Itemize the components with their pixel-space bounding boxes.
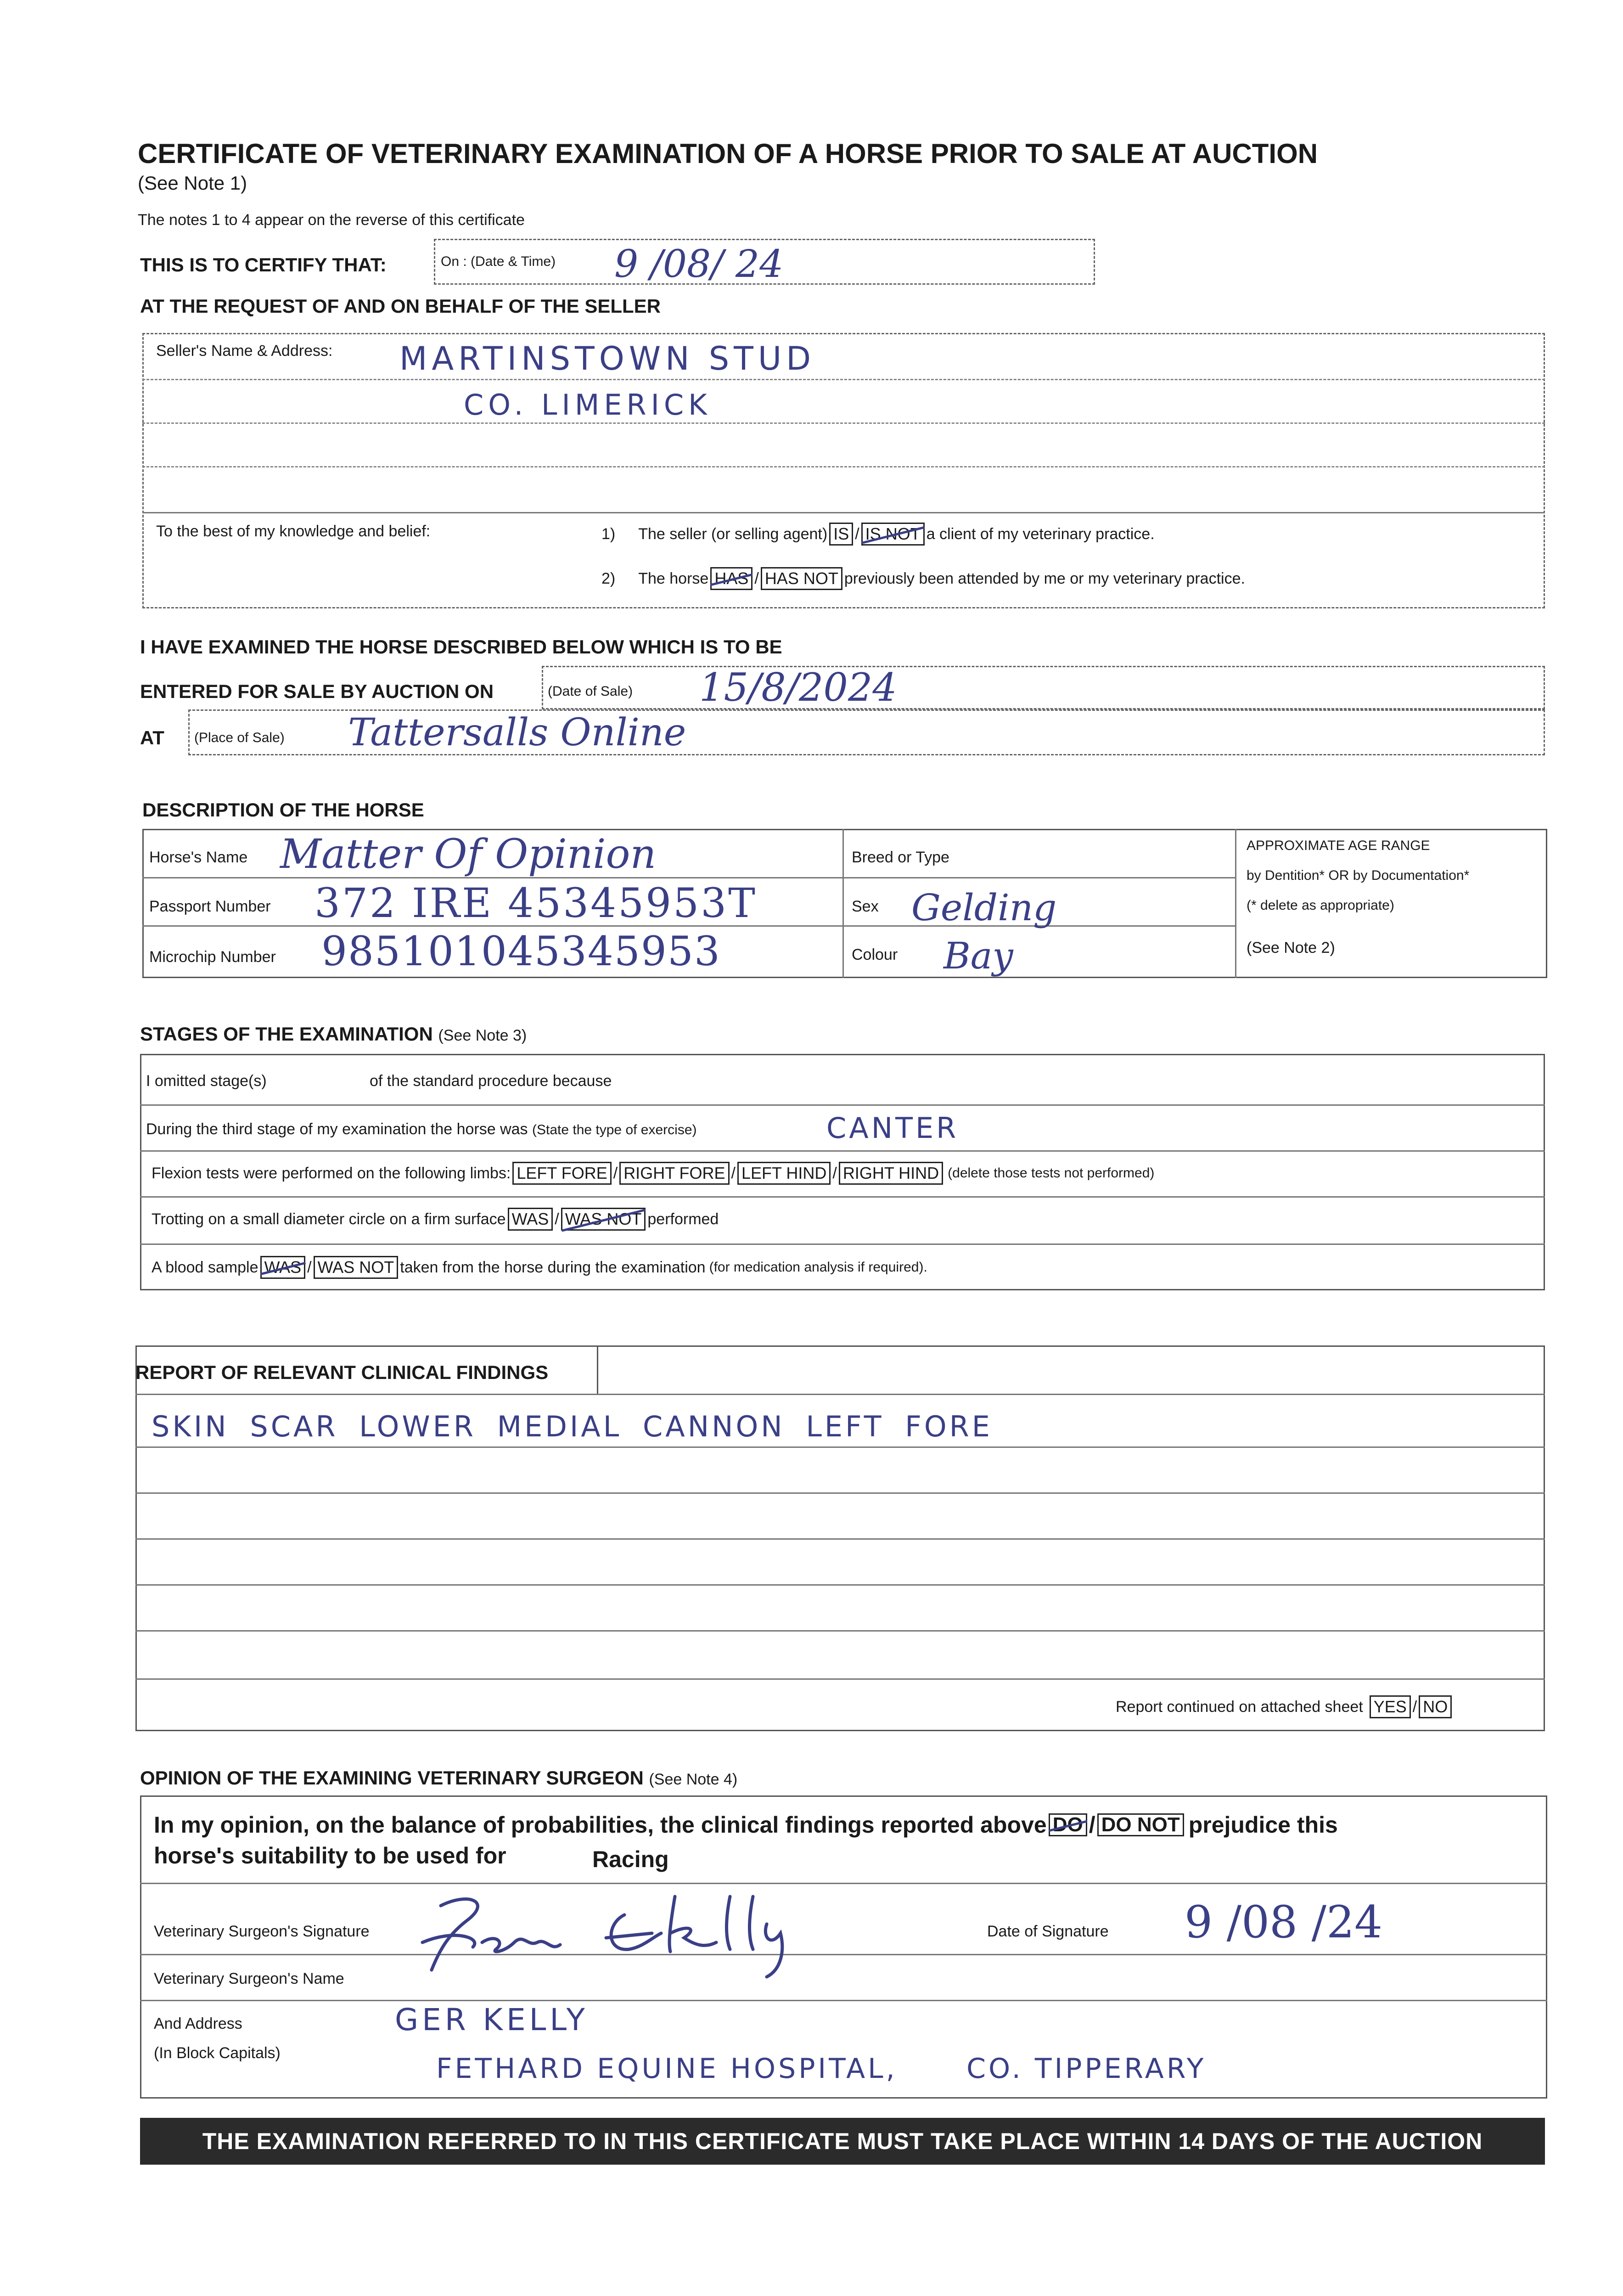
opinion-heading-text: OPINION OF THE EXAMINING VETERINARY SURGEON (140, 1767, 644, 1789)
is-not-option[interactable]: IS NOT (861, 523, 925, 546)
report-continued-label: Report continued on attached sheet (1116, 1698, 1363, 1716)
separator: / (1412, 1698, 1417, 1716)
continued-no-option[interactable]: NO (1419, 1695, 1452, 1718)
date-of-sale-label: (Date of Sale) (548, 684, 633, 699)
date-of-sale-field[interactable] (542, 666, 1545, 709)
blood-text: A blood sample (152, 1258, 258, 1276)
clinical-finding: SKIN SCAR LOWER MEDIAL CANNON LEFT FORE (152, 1410, 993, 1443)
horse-name-label: Horse's Name (149, 849, 248, 866)
right-fore-option[interactable]: RIGHT FORE (619, 1162, 729, 1185)
knowledge-label: To the best of my knowledge and belief: (156, 523, 431, 540)
microchip-value: 985101045345953 (321, 928, 721, 975)
block-capitals-label: (In Block Capitals) (154, 2044, 281, 2062)
passport-value: 372 IRE 45345953T (314, 879, 757, 927)
vet-name-value: GER KELLY (395, 2002, 589, 2037)
see-note-1: (See Note 1) (138, 172, 247, 194)
on-label: On : (Date & Time) (441, 254, 556, 269)
date-time-field[interactable] (434, 239, 1095, 285)
report-header-blank (597, 1345, 1545, 1394)
notes-line: The notes 1 to 4 appear on the reverse of this certificate (138, 211, 525, 229)
trot-was-not-option[interactable]: WAS NOT (561, 1208, 646, 1231)
has-not-option[interactable]: HAS NOT (761, 567, 842, 590)
left-fore-option[interactable]: LEFT FORE (512, 1162, 611, 1185)
do-option[interactable]: DO (1049, 1813, 1087, 1836)
separator: / (832, 1164, 837, 1182)
horse-name-value: Matter Of Opinion (280, 830, 657, 878)
certificate-title: CERTIFICATE OF VETERINARY EXAMINATION OF A HORSE PRIOR TO SALE AT AUCTION (138, 138, 1318, 169)
place-of-sale-value: Tattersalls Online (348, 711, 686, 754)
footer-banner: THE EXAMINATION REFERRED TO IN THIS CERTIFICATE MUST TAKE PLACE WITHIN 14 DAYS OF THE AUCTION (140, 2118, 1545, 2165)
separator: / (307, 1258, 312, 1276)
seller-name: MARTINSTOWN STUD (399, 340, 816, 377)
blood-tail: taken from the horse during the examination (400, 1258, 706, 1276)
on-value: 9 /08/ 24 (614, 242, 784, 286)
vet-signature (413, 1887, 882, 1979)
place-of-sale-label: (Place of Sale) (194, 730, 285, 745)
trotting-text: Trotting on a small diameter circle on a firm surface (152, 1210, 506, 1228)
suitability-label: horse's suitability to be used for (154, 1843, 506, 1868)
examined-heading: I HAVE EXAMINED THE HORSE DESCRIBED BELOW WHICH IS TO BE (140, 636, 782, 658)
date-of-signature-value: 9 /08 /24 (1185, 1896, 1383, 1948)
flexion-note: (delete those tests not performed) (948, 1165, 1155, 1181)
separator: / (555, 1210, 559, 1228)
knowledge-item-1 (601, 523, 1155, 546)
age-title: APPROXIMATE AGE RANGE (1247, 838, 1430, 853)
right-hind-option[interactable]: RIGHT HIND (839, 1162, 943, 1185)
item1-text: The seller (or selling agent) (638, 525, 828, 543)
stages-heading-text: STAGES OF THE EXAMINATION (140, 1023, 433, 1045)
vet-address-value: FETHARD EQUINE HOSPITAL, CO. TIPPERARY (436, 2053, 1207, 2085)
report-heading: REPORT OF RELEVANT CLINICAL FINDINGS (135, 1362, 549, 1383)
blood-note: (for medication analysis if required). (709, 1260, 927, 1275)
flexion-row (152, 1162, 1154, 1185)
omitted-reason-label: of the standard procedure because (370, 1072, 612, 1090)
separator: / (1089, 1812, 1095, 1838)
separator: / (855, 525, 859, 543)
continued-yes-option[interactable]: YES (1370, 1695, 1411, 1718)
report-continued-row (1116, 1695, 1454, 1718)
is-option[interactable]: IS (829, 523, 853, 546)
blood-was-not-option[interactable]: WAS NOT (314, 1256, 399, 1279)
breed-label: Breed or Type (852, 849, 949, 866)
age-delete-note: (* delete as appropriate) (1247, 898, 1394, 913)
place-of-sale-field[interactable] (188, 709, 1545, 755)
suitability-value: Racing (592, 1846, 669, 1872)
blood-was-option[interactable]: WAS (260, 1256, 306, 1279)
item2-text: The horse (638, 569, 709, 587)
date-of-sale-value: 15/8/2024 (699, 665, 897, 710)
third-stage-text: During the third stage of my examination the horse was (146, 1120, 528, 1138)
third-stage-note: (State the type of exercise) (532, 1122, 697, 1137)
trotting-row (152, 1208, 719, 1231)
item1-tail: a client of my veterinary practice. (926, 525, 1155, 543)
date-of-signature-label: Date of Signature (987, 1923, 1109, 1940)
at-label: AT (140, 727, 164, 748)
knowledge-item-2 (601, 567, 1245, 590)
seller-label: Seller's Name & Address: (156, 342, 333, 360)
stages-heading (140, 1023, 527, 1045)
seller-address: CO. LIMERICK (464, 388, 712, 422)
certify-label: THIS IS TO CERTIFY THAT: (140, 254, 387, 276)
left-hind-option[interactable]: LEFT HIND (737, 1162, 831, 1185)
item-number: 1) (601, 525, 616, 543)
has-option[interactable]: HAS (710, 567, 753, 590)
separator: / (731, 1164, 736, 1182)
separator: / (613, 1164, 618, 1182)
opinion-heading (140, 1767, 737, 1789)
sex-value: Gelding (911, 886, 1057, 929)
colour-label: Colour (852, 946, 898, 963)
stages-note: (See Note 3) (438, 1027, 527, 1044)
signature-label: Veterinary Surgeon's Signature (154, 1923, 370, 1940)
omitted-stage-label: I omitted stage(s) (146, 1072, 267, 1090)
entered-label: ENTERED FOR SALE BY AUCTION ON (140, 681, 494, 702)
blood-row (152, 1256, 927, 1279)
age-see-note: (See Note 2) (1247, 939, 1335, 957)
sex-label: Sex (852, 898, 879, 915)
opinion-tail: prejudice this (1188, 1812, 1338, 1838)
address-label: And Address (154, 2015, 242, 2032)
request-heading: AT THE REQUEST OF AND ON BEHALF OF THE SELLER (140, 295, 661, 317)
vet-name-label: Veterinary Surgeon's Name (154, 1970, 344, 1987)
do-not-option[interactable]: DO NOT (1097, 1813, 1184, 1836)
exercise-value: CANTER (826, 1111, 959, 1145)
trot-was-option[interactable]: WAS (508, 1208, 553, 1231)
passport-label: Passport Number (149, 898, 271, 915)
opinion-note: (See Note 4) (649, 1771, 738, 1788)
opinion-text: In my opinion, on the balance of probabilities, the clinical findings reported above (154, 1812, 1047, 1838)
microchip-label: Microchip Number (149, 948, 276, 966)
age-method: by Dentition* OR by Documentation* (1247, 868, 1470, 883)
colour-value: Bay (943, 934, 1013, 977)
flexion-text: Flexion tests were performed on the following limbs: (152, 1164, 511, 1182)
item2-tail: previously been attended by me or my veterinary practice. (844, 569, 1245, 587)
description-heading: DESCRIPTION OF THE HORSE (142, 799, 424, 821)
item-number: 2) (601, 569, 616, 587)
third-stage-label (146, 1120, 697, 1138)
trotting-tail: performed (647, 1210, 719, 1228)
separator: / (754, 569, 759, 587)
opinion-statement (154, 1812, 1338, 1838)
